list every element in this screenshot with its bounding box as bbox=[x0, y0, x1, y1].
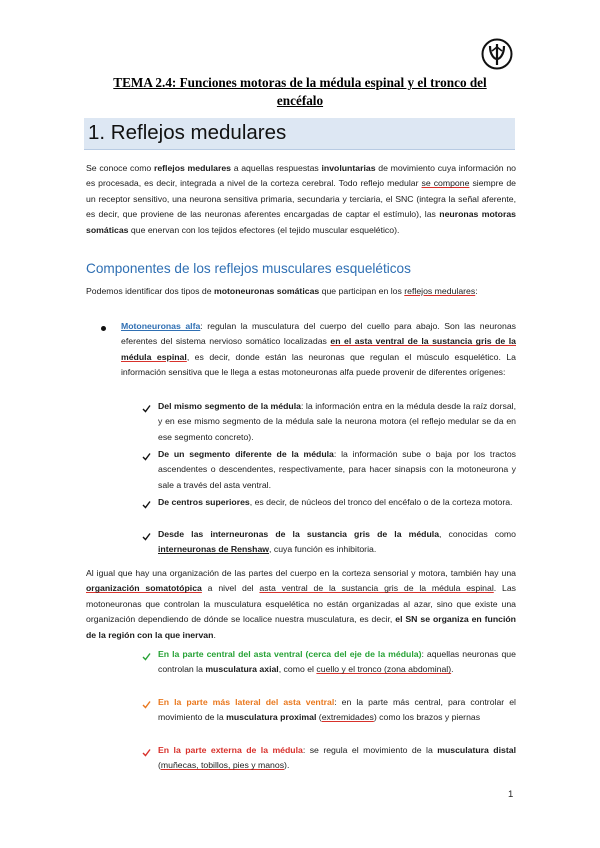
underlined-term: se compone bbox=[421, 178, 470, 189]
intro-paragraph bbox=[86, 161, 516, 238]
text: ( bbox=[316, 712, 322, 723]
text: , es decir, de núcleos del tronco del encéfalo o de la corteza motora. bbox=[249, 497, 513, 507]
text: ) como los brazos y piernas bbox=[373, 712, 481, 723]
underlined-term: en el asta ventral de la sustancia gris de la médula espinal bbox=[121, 336, 517, 362]
text: : regulan la musculatura del cuerpo del cuello para abajo. Son las neuronas eferentes del sistema nervioso somático localizadas bbox=[121, 321, 516, 347]
check-mark-icon bbox=[142, 748, 151, 757]
text: a nivel del bbox=[201, 583, 260, 594]
bold-term: De un segmento diferente de la médula bbox=[158, 449, 334, 459]
check-mark-icon bbox=[142, 700, 151, 709]
check-mark-icon bbox=[142, 500, 151, 509]
text: . bbox=[213, 629, 216, 640]
red-term: En la parte externa de la médula bbox=[158, 745, 303, 755]
text: : bbox=[475, 286, 478, 296]
title-line-1: TEMA 2.4: Funciones motoras de la médula espinal y el tronco del bbox=[113, 75, 487, 90]
bold-term: el SN se organiza en función de la región con la que inervan bbox=[86, 614, 516, 640]
check-mark-icon bbox=[142, 532, 151, 541]
underlined-term: reflejos medulares bbox=[404, 286, 476, 296]
bold-term: De centros superiores bbox=[158, 497, 250, 507]
bold-term: Del mismo segmento de la médula bbox=[158, 401, 301, 411]
university-seal-icon bbox=[481, 38, 513, 70]
bold-term: Desde las interneuronas de la sustancia gris de la médula bbox=[158, 529, 440, 539]
components-paragraph bbox=[86, 284, 516, 299]
text: a aquellas respuestas bbox=[231, 163, 322, 173]
text: , es decir, donde están las neuronas que regulan el músculo esquelético. La información sensitiva que le llega a estas motoneuronas alfa puede provenir de diferentes orígenes: bbox=[121, 351, 516, 378]
section-heading: 1. Reflejos medulares bbox=[84, 118, 515, 150]
underlined-term: cuello y el tronco (zona abdominal) bbox=[316, 664, 452, 675]
text: de movimiento cuya información no es procesada, es decir, integrada a nivel de la corteza cerebral. Todo reflejo medular bbox=[86, 163, 516, 189]
text: : en la parte más central, para controlar el movimiento de la bbox=[158, 697, 516, 723]
text: ). bbox=[284, 760, 290, 771]
origin-item-2 bbox=[158, 447, 516, 493]
check-mark-icon bbox=[142, 652, 151, 661]
region-item-external bbox=[158, 743, 516, 774]
text: : la información entra en la médula desde la raíz dorsal, y en ese mismo segmento de la médula sale la neurona motora (el reflejo medular se da en ese segmento concreto). bbox=[158, 401, 516, 442]
text: siempre de un receptor sensitivo, una neurona sensitiva primaria, secundaria y terciaria, el SNC (integra la señal aferente, es decir, que proviene de las neuronas aferentes encargadas de captar el estímulo), las bbox=[86, 178, 517, 220]
green-term: En la parte central del asta ventral (cerca del eje de la médula) bbox=[158, 649, 422, 659]
bold-term: reflejos medulares bbox=[153, 163, 232, 173]
check-mark-icon bbox=[142, 452, 151, 461]
underlined-term: extremidades bbox=[321, 712, 374, 723]
underlined-term: asta ventral de la sustancia gris de la médula espinal bbox=[259, 583, 494, 594]
text: . Las motoneuronas que controlan la musculatura esquelética no están organizadas al azar, sino que existe una organización dependiendo de dónde se localice nuestra musculatura, es decir, bbox=[86, 583, 516, 625]
text: ( bbox=[158, 760, 161, 771]
bold-term: musculatura distal bbox=[437, 745, 516, 755]
bullet-icon bbox=[101, 326, 106, 331]
text: : se regula el movimiento de la bbox=[302, 745, 438, 755]
text: , conocidas como bbox=[439, 529, 516, 539]
text: : la información sube o baja por los tractos ascendentes o descendentes, respectivamente, para hacer sinapsis con la motoneurona y sale a través del asta ventral. bbox=[158, 449, 516, 490]
motoneuronas-alfa-link[interactable]: Motoneuronas alfa bbox=[121, 321, 201, 331]
text: . bbox=[451, 664, 454, 675]
origin-item-3 bbox=[158, 495, 516, 510]
subsection-heading: Componentes de los reflejos musculares esqueléticos bbox=[86, 261, 411, 276]
text: que participan en los bbox=[319, 286, 405, 296]
document-title bbox=[80, 74, 520, 109]
text: , cuya función es inhibitoria. bbox=[269, 544, 377, 555]
bold-term: motoneuronas somáticas bbox=[213, 286, 320, 296]
region-item-central bbox=[158, 647, 516, 678]
text: , como el bbox=[278, 664, 317, 675]
region-item-lateral bbox=[158, 695, 516, 726]
underlined-term: muñecas, tobillos, pies y manos bbox=[160, 760, 285, 771]
somatotopic-paragraph bbox=[86, 566, 516, 643]
bold-term: neuronas motoras somáticas bbox=[86, 209, 517, 235]
origin-item-4 bbox=[158, 527, 516, 558]
underlined-term: interneuronas de Renshaw bbox=[158, 544, 270, 555]
underlined-term: organización somatotópica bbox=[86, 583, 202, 594]
origin-item-1 bbox=[158, 399, 516, 445]
alpha-motoneurons-paragraph bbox=[121, 319, 516, 381]
orange-term: En la parte más lateral del asta ventral bbox=[158, 697, 335, 707]
bold-term: musculatura proximal bbox=[226, 712, 317, 723]
check-mark-icon bbox=[142, 404, 151, 413]
title-line-2: encéfalo bbox=[276, 92, 324, 108]
text: Al igual que hay una organización de las partes del cuerpo en la corteza sensorial y motora, también hay una bbox=[86, 568, 516, 578]
text: Podemos identificar dos tipos de bbox=[86, 286, 214, 296]
bold-term: musculatura axial bbox=[205, 664, 279, 675]
text: Se conoce como bbox=[86, 163, 154, 173]
bold-term: involuntarias bbox=[321, 163, 376, 173]
text: que enervan con los tejidos efectores (el tejido muscular esquelético). bbox=[128, 224, 400, 235]
page-number: 1 bbox=[508, 789, 514, 800]
text: : aquellas neuronas que controlan la bbox=[158, 649, 516, 675]
